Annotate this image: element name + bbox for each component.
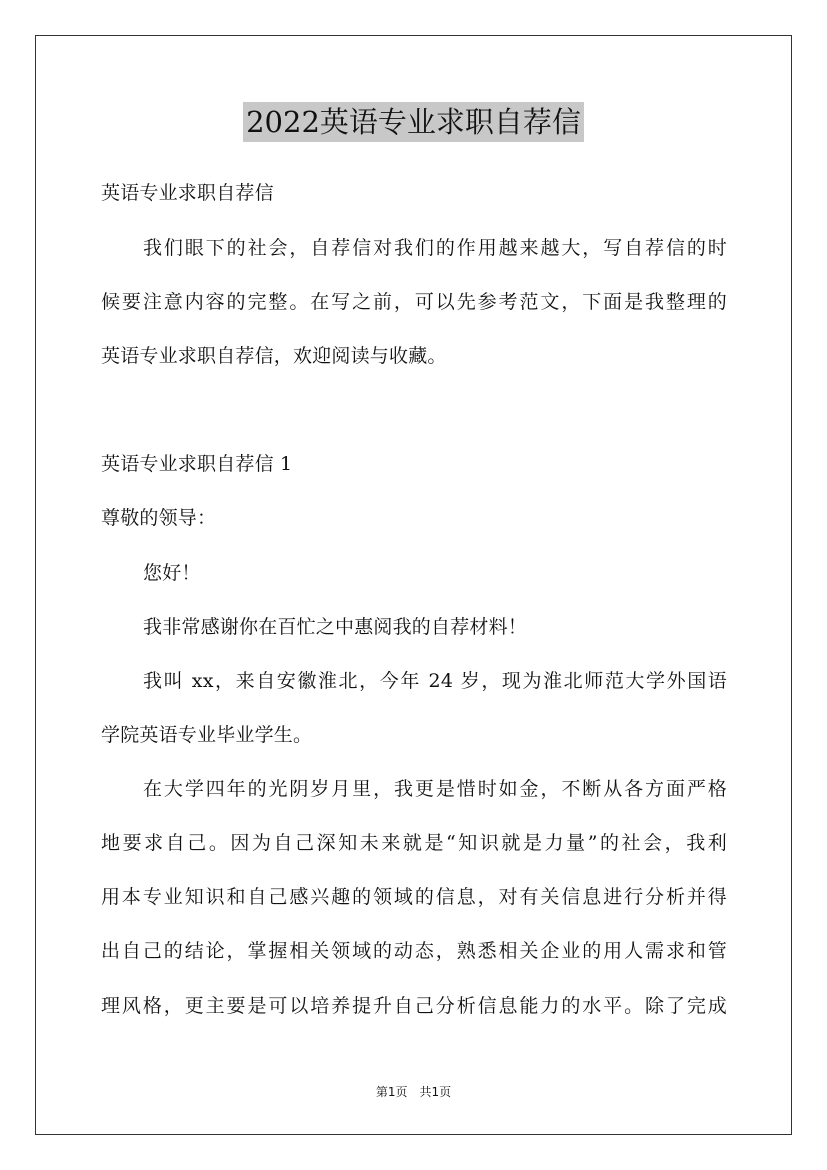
paragraph-line: 我叫 xx，来自安徽淮北，今年 24 岁，现为淮北师范大学外国语 xyxy=(143,670,727,692)
paragraph-line: 英语专业求职自荐信，欢迎阅读与收藏。 xyxy=(101,345,447,367)
document-title: 2022英语专业求职自荐信 xyxy=(243,102,584,142)
salutation: 尊敬的领导： xyxy=(101,507,217,529)
section-heading: 英语专业求职自荐信 1 xyxy=(101,453,293,475)
paragraph-line: 学院英语专业毕业学生。 xyxy=(101,724,313,746)
paragraph-line: 我非常感谢你在百忙之中惠阅我的自荐材料！ xyxy=(143,616,528,638)
paragraph-line: 候要注意内容的完整。在写之前，可以先参考范文，下面是我整理的 xyxy=(101,291,727,313)
paragraph-line: 用本专业知识和自己感兴趣的领域的信息，对有关信息进行分析并得 xyxy=(101,886,727,908)
paragraph-line: 我们眼下的社会，自荐信对我们的作用越来越大，写自荐信的时 xyxy=(143,237,727,259)
paragraph-line: 地要求自己。因为自己深知未来就是“知识就是力量”的社会，我利 xyxy=(101,832,727,854)
paragraph-line: 在大学四年的光阴岁月里，我更是惜时如金，不断从各方面严格 xyxy=(143,778,727,800)
paragraph-line: 理风格，更主要是可以培养提升自己分析信息能力的水平。除了完成 xyxy=(101,995,727,1017)
intro-heading: 英语专业求职自荐信 xyxy=(101,182,274,204)
paragraph-line: 出自己的结论，掌握相关领域的动态，熟悉相关企业的用人需求和管 xyxy=(101,940,727,962)
document-title-container xyxy=(0,102,827,142)
page-number-footer: 第1页 共1页 xyxy=(375,1085,452,1099)
greeting: 您好！ xyxy=(143,562,201,584)
